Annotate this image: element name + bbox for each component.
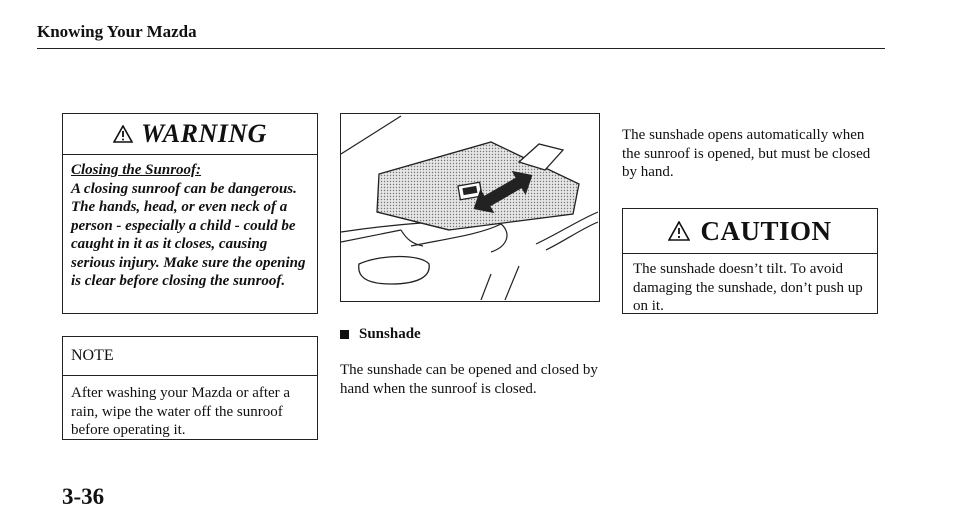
note-title: NOTE [71,347,114,364]
figure-caption: Sunshade [359,326,421,342]
warning-heading: Closing the Sunroof: [71,162,202,178]
header-rule [37,48,885,49]
note-body: After washing your Mazda or after a rain, wipe the water off the sunroof before operating it. [71,385,291,438]
sunshade-auto-paragraph: The sunshade opens automatically when the sunroof is opened, but must be closed by hand. [622,127,871,180]
caution-triangle-icon [668,221,690,241]
caution-body: The sunshade doesn’t tilt. To avoid damaging the sunshade, don’t push up on it. [633,261,863,314]
warning-text: A closing sunroof can be dangerous. The hands, head, or even neck of a person - especially a child - could be caught in it as it closes, causing serious injury. Make sure the opening is clear before closing the sunroof. [71,180,306,289]
sunroof-drawing [341,114,598,300]
caution-box [622,208,878,314]
note-box [62,336,318,440]
caution-title: CAUTION [700,215,832,246]
caption-bullet-icon [340,330,349,339]
sunshade-illustration [340,113,600,302]
warning-title-row [63,114,317,155]
page-number: 3-36 [62,484,105,509]
warning-title: WARNING [141,119,267,148]
figure-caption-row [340,326,421,343]
sunshade-paragraph: The sunshade can be opened and closed by hand when the sunroof is closed. [340,362,598,397]
caution-title-row [623,209,877,254]
page-header-title: Knowing Your Mazda [37,22,197,41]
note-title-row [63,337,317,376]
warning-triangle-icon [113,125,133,143]
warning-body [63,155,317,291]
warning-box [62,113,318,314]
